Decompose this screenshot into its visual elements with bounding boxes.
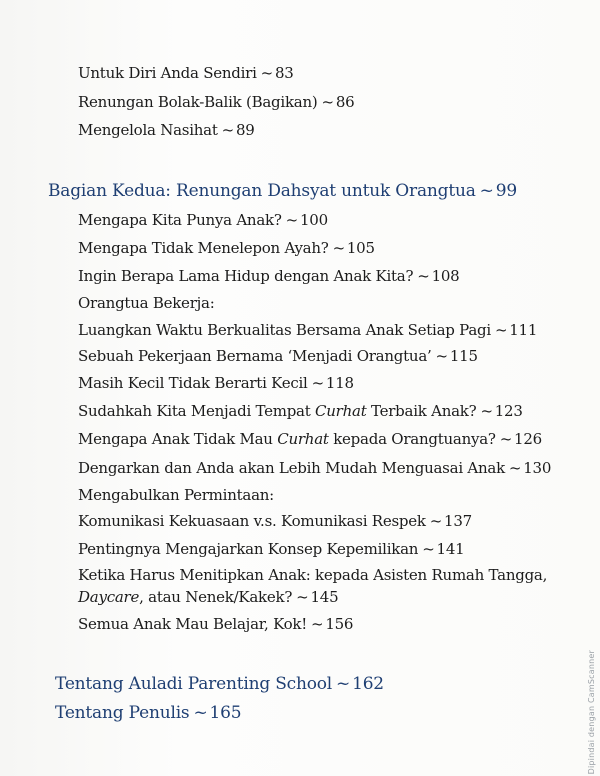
tilde-separator: ~: [480, 402, 493, 420]
toc-entry-page: 105: [346, 239, 375, 257]
tilde-separator: ~: [296, 588, 309, 606]
scanner-watermark: [584, 640, 598, 774]
tilde-separator: ~: [321, 93, 334, 111]
toc-entry[interactable]: [78, 63, 294, 83]
tilde-separator: ~: [285, 211, 298, 229]
toc-entry[interactable]: [78, 373, 354, 393]
toc-entry-title: Luangkan Waktu Berkualitas Bersama Anak Setiap Pagi: [78, 321, 491, 339]
toc-entry-page: 83: [274, 64, 294, 82]
tilde-separator: ~: [499, 430, 513, 448]
toc-back-matter-title: Tentang Auladi Parenting School: [55, 674, 333, 694]
toc-back-matter[interactable]: [55, 674, 384, 694]
toc-entry-page: 118: [325, 374, 354, 392]
toc-entry-title: Dengarkan dan Anda akan Lebih Mudah Menguasai Anak: [78, 459, 505, 477]
toc-entry-title: Ingin Berapa Lama Hidup dengan Anak Kita?: [78, 267, 414, 285]
tilde-separator: ~: [479, 181, 494, 201]
toc-entry[interactable]: [78, 458, 551, 478]
toc-entry-page: 145: [310, 588, 339, 606]
toc-entry-title-end: , atau Nenek/Kakek?: [139, 588, 293, 606]
toc-back-matter-page: 165: [209, 703, 242, 723]
toc-section-title: Orangtua Bekerja:: [78, 294, 215, 312]
toc-entry-page: 156: [325, 615, 354, 633]
tilde-separator: ~: [221, 121, 234, 139]
toc-entry-title-end: kepada Orangtuanya?: [328, 430, 496, 448]
toc-entry-title-end: Terbaik Anak?: [366, 402, 477, 420]
tilde-separator: ~: [260, 64, 273, 82]
toc-section-title: Mengabulkan Permintaan:: [78, 486, 274, 504]
toc-entry-title-start: Ketika Harus Menitipkan Anak: kepada Asisten Rumah Tangga,: [78, 566, 548, 584]
toc-entry-page: 115: [449, 347, 478, 365]
toc-part-page: 99: [495, 181, 517, 201]
tilde-separator: ~: [311, 615, 324, 633]
toc-back-matter-page: 162: [352, 674, 384, 694]
toc-entry[interactable]: [78, 614, 353, 634]
toc-entry-title-start: Sudahkah Kita Menjadi Tempat: [78, 402, 316, 420]
toc-section-label: [78, 293, 215, 313]
toc-entry[interactable]: [78, 238, 375, 258]
tilde-separator: ~: [336, 674, 351, 694]
toc-back-matter-title: Tentang Penulis: [55, 703, 190, 723]
toc-entry-page: 130: [523, 459, 552, 477]
tilde-separator: ~: [417, 267, 430, 285]
toc-entry[interactable]: [78, 401, 523, 421]
tilde-separator: ~: [435, 347, 448, 365]
toc-entry-title: Komunikasi Kekuasaan v.s. Komunikasi Respek: [78, 512, 426, 530]
toc-entry-page: 108: [431, 267, 460, 285]
toc-entry-title-italic: Curhat: [277, 430, 329, 448]
toc-entry[interactable]: [78, 210, 328, 230]
toc-entry-title: Masih Kecil Tidak Berarti Kecil: [78, 374, 308, 392]
scanner-watermark-text: Dipindai dengan CamScanner: [586, 649, 596, 774]
toc-entry-title: Renungan Bolak-Balik (Bagikan): [78, 93, 318, 111]
toc-entry-title-start: Mengapa Anak Tidak Mau: [78, 430, 278, 448]
toc-entry-page: 141: [436, 540, 465, 558]
toc-entry-title: Mengapa Kita Punya Anak?: [78, 211, 282, 229]
toc-entry-title-italic: Daycare: [78, 588, 140, 606]
toc-part-title: Bagian Kedua: Renungan Dahsyat untuk Orangtua: [48, 181, 476, 201]
toc-entry-page: 86: [335, 93, 355, 111]
toc-back-matter[interactable]: [55, 703, 241, 723]
toc-entry[interactable]: [78, 320, 537, 340]
toc-entry-title: Pentingnya Mengajarkan Konsep Kepemilikan: [78, 540, 419, 558]
tilde-separator: ~: [494, 321, 508, 339]
toc-entry-page: 89: [235, 121, 255, 139]
toc-entry-page: 100: [300, 211, 328, 229]
toc-entry-page: 111: [509, 321, 538, 339]
toc-entry[interactable]: [78, 346, 478, 366]
tilde-separator: ~: [332, 239, 345, 257]
toc-entry-title: Sebuah Pekerjaan Bernama ‘Menjadi Orangtua’: [78, 347, 432, 365]
toc-section-label: [78, 485, 274, 505]
tilde-separator: ~: [429, 512, 443, 530]
toc-entry[interactable]: [78, 92, 354, 112]
toc-entry[interactable]: [78, 539, 464, 559]
toc-entry[interactable]: [78, 511, 472, 531]
toc-entry-page: 126: [514, 430, 542, 448]
toc-entry[interactable]: [78, 564, 578, 608]
toc-part-heading[interactable]: [48, 181, 517, 201]
tilde-separator: ~: [193, 703, 208, 723]
toc-entry-title: Mengapa Tidak Menelepon Ayah?: [78, 239, 329, 257]
toc-entry-title: Mengelola Nasihat: [78, 121, 218, 139]
toc-entry-page: 123: [494, 402, 523, 420]
toc-entry-title: Semua Anak Mau Belajar, Kok!: [78, 615, 308, 633]
toc-entry[interactable]: [78, 266, 459, 286]
tilde-separator: ~: [422, 540, 435, 558]
toc-entry[interactable]: [78, 120, 255, 140]
tilde-separator: ~: [311, 374, 324, 392]
toc-entry[interactable]: [78, 429, 542, 449]
toc-entry-page: 137: [444, 512, 472, 530]
toc-entry-title: Untuk Diri Anda Sendiri: [78, 64, 257, 82]
tilde-separator: ~: [508, 459, 522, 477]
toc-entry-title-italic: Curhat: [315, 402, 367, 420]
